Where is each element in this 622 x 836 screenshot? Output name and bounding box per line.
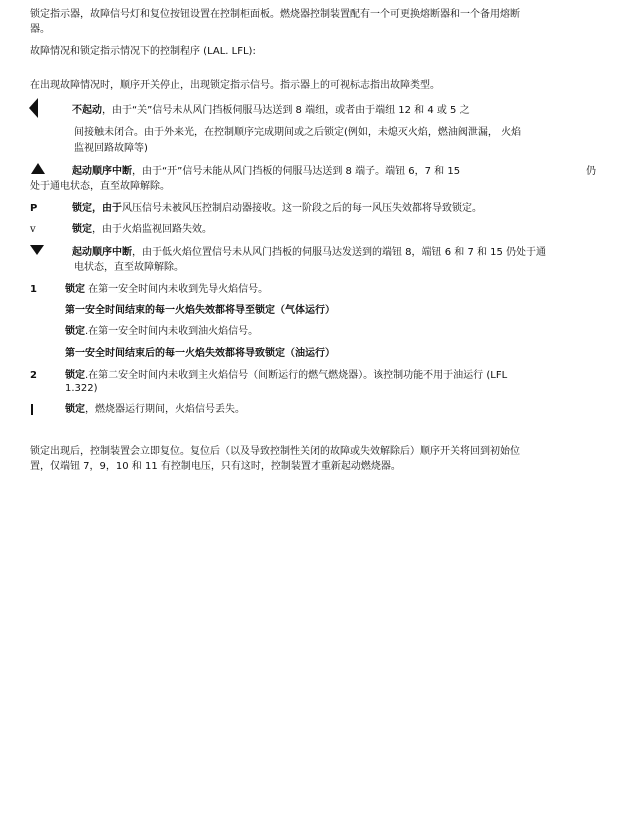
p-line (72, 201, 482, 216)
symbol-v: v (30, 224, 36, 235)
one-oil-text: .在第一安全时间内未收到油火焰信号。 (85, 326, 259, 337)
intro-line-1: 锁定指示器，故障信号灯和复位按钮设置在控制柜面板。燃烧器控制装置配有一个可更换熔断器和一个备用熔断 (30, 9, 520, 20)
triangle-down-icon (30, 245, 44, 255)
one-oil-bold: 锁定 (65, 326, 85, 337)
no-start-line-1 (72, 103, 470, 118)
start-interrupt-down-line-2: 电状态，直至故障解除。 (74, 262, 184, 273)
start-interrupt-up-line-1 (72, 164, 460, 179)
intro-line-2: 器。 (30, 24, 50, 35)
bar-line (65, 402, 245, 417)
one-line (65, 282, 268, 297)
one-oil-line (65, 324, 258, 339)
no-start-bold: 不起动 (72, 105, 102, 116)
v-line (72, 222, 212, 237)
triangle-left-icon (29, 98, 38, 118)
closing-line-2: 置，仅端钮 7，9，10 和 11 有控制电压，只有这时，控制装置才重新起动燃烧器。 (30, 461, 401, 472)
no-start-line-3: 监视回路故障等) (74, 143, 148, 154)
two-text-1: .在第二安全时间内未收到主火焰信号（间断运行的燃气燃烧器）。该控制功能不用于油运行 (LFL (85, 370, 508, 381)
symbol-p: P (30, 203, 38, 214)
bar-symbol-icon (31, 404, 33, 415)
one-gas-note: 第一安全时间结束的每一火焰失效都将导至锁定（气体运行） (65, 305, 335, 316)
closing-line-1: 锁定出现后，控制装置会立即复位。复位后（以及导致控制性关闭的故障或失效解除后）顺序开关将回到初始位 (30, 446, 520, 457)
start-interrupt-up-text-1: ，由于“开”信号未能从风门挡板的伺服马达送到 8 端子。端钮 6，7 和 15 (132, 166, 461, 177)
two-bold: 锁定 (65, 370, 85, 381)
symbol-2: 2 (30, 370, 37, 381)
symbol-1: 1 (30, 284, 37, 295)
start-interrupt-down-line-1 (72, 245, 546, 260)
v-text: ，由于火焰监视回路失效。 (92, 224, 212, 235)
p-text: 风压信号未被风压控制启动器接收。这一阶段之后的每一风压失效都将导致锁定。 (122, 203, 482, 214)
triangle-up-icon (31, 163, 45, 174)
no-start-line-2: 间接触未闭合。由于外来光，在控制顺序完成期间或之后锁定(例如，未熄灭火焰，燃油阀泄漏， 火焰 (74, 127, 522, 138)
start-interrupt-up-bold: 起动顺序中断 (72, 166, 132, 177)
section-title: 故障情况和锁定指示情况下的控制程序 (LAL. LFL): (30, 46, 256, 57)
two-line-2: 1.322) (65, 383, 98, 394)
start-interrupt-down-text-1: ，由于低火焰位置信号未从风门挡板的伺服马达发送到的端钮 8，端钮 6 和 7 和 15 仍处于通 (132, 247, 547, 258)
no-start-text-1: ，由于“关”信号未从风门挡板伺服马达送到 8 端纽，或者由于端纽 12 和 4 或 5 之 (102, 105, 470, 116)
one-bold: 锁定 (65, 284, 85, 295)
p-bold: 锁定，由于 (72, 203, 122, 214)
one-text: 在第一安全时间内未收到先导火焰信号。 (85, 284, 269, 295)
one-oil-note: 第一安全时间结束后的每一火焰失效都将导致锁定（油运行） (65, 348, 335, 359)
start-interrupt-down-bold: 起动顺序中断 (72, 247, 132, 258)
bar-text: ，燃烧器运行期间，火焰信号丢失。 (85, 404, 245, 415)
v-bold: 锁定 (72, 224, 92, 235)
start-interrupt-up-tail: 仍 (586, 166, 596, 177)
bar-bold: 锁定 (65, 404, 85, 415)
lead-paragraph: 在出现故障情况时，顺序开关停止，出现锁定指示信号。指示器上的可视标志指出故障类型。 (30, 80, 440, 91)
start-interrupt-up-line-2: 处于通电状态，直至故障解除。 (30, 181, 170, 192)
two-line-1 (65, 368, 507, 383)
